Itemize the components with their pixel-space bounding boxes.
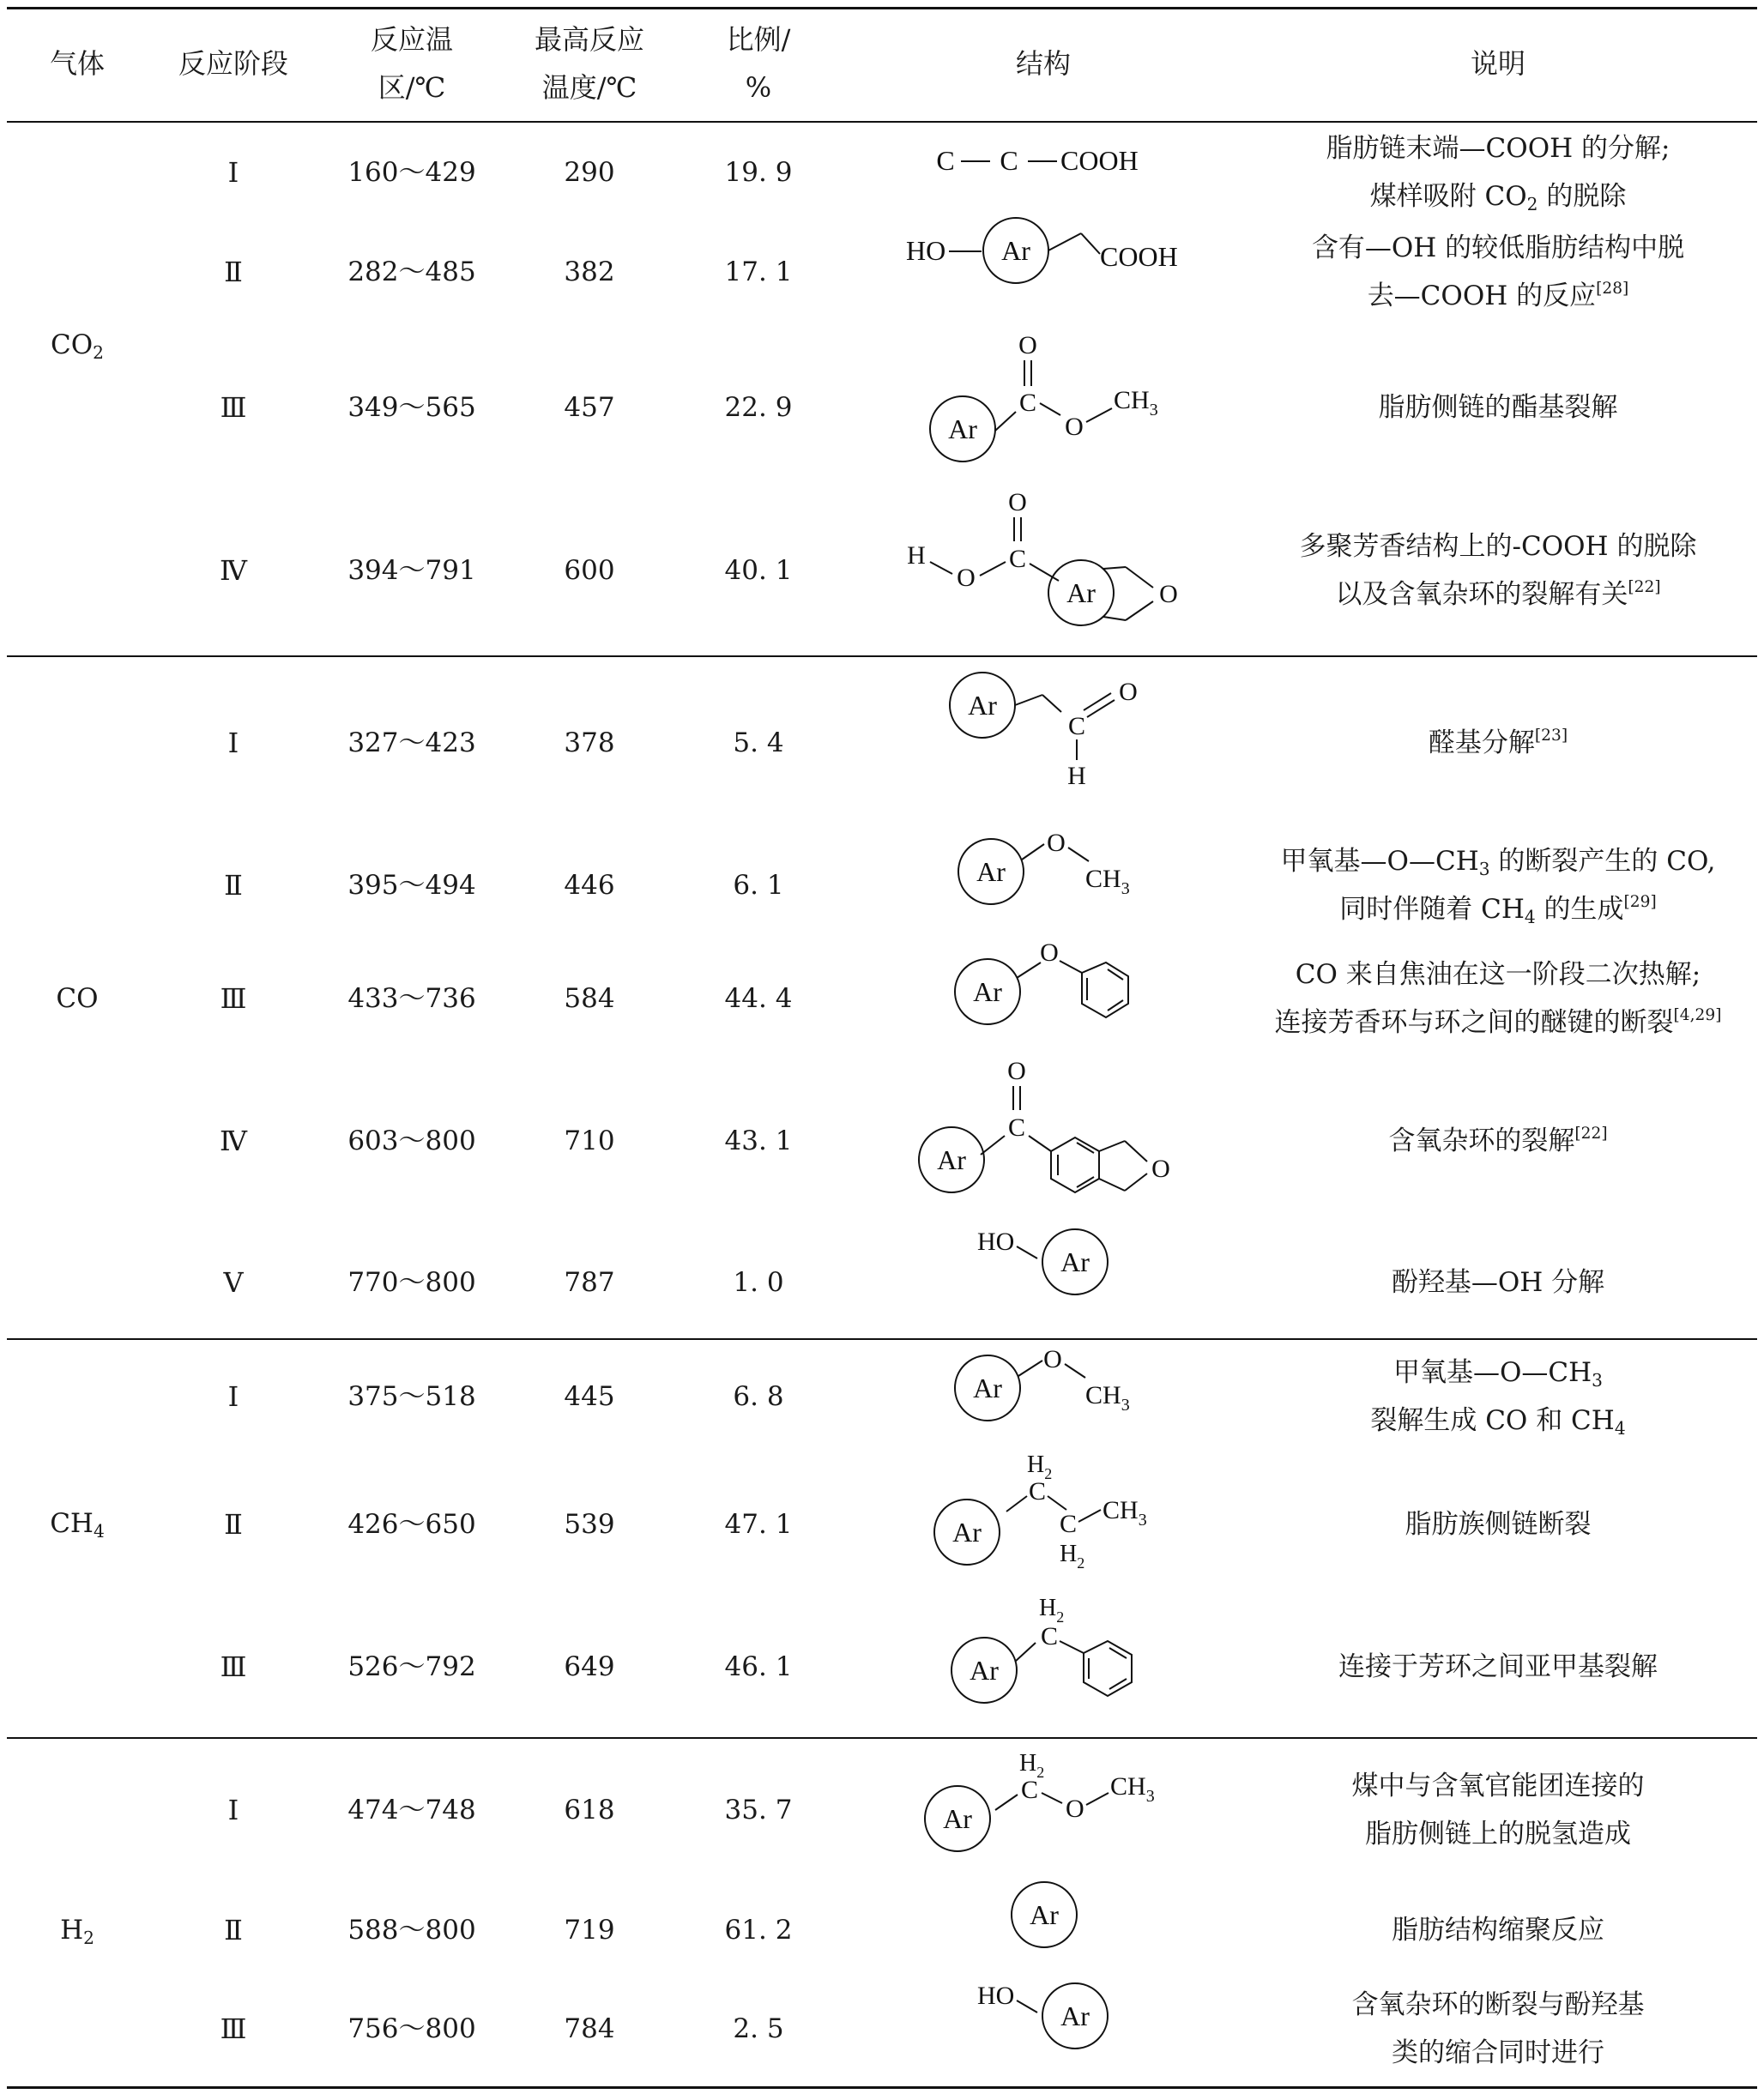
struct-label: H: [1067, 762, 1086, 789]
header-peak-temp: [535, 15, 644, 112]
structure-co2-1: [927, 137, 1184, 189]
ratio-cell: 46. 1: [724, 1651, 793, 1682]
struct-label: O: [1066, 1795, 1084, 1823]
temp-range-cell: 395～494: [347, 870, 476, 901]
description-line: [1281, 885, 1716, 933]
header-ratio: [727, 15, 791, 112]
description-cell: [1379, 383, 1618, 431]
description-text: 同时伴随着 CH: [1339, 894, 1525, 925]
header-structure: 结构: [1015, 47, 1072, 80]
description-line: [1338, 1643, 1658, 1691]
description-cell: [1312, 224, 1684, 320]
ratio-cell: 17. 1: [724, 256, 793, 287]
struct-label: O: [1159, 580, 1178, 608]
structure-co2-2: [901, 214, 1193, 292]
description-line: [1275, 999, 1722, 1047]
description-subscript: 3: [1592, 1370, 1603, 1391]
peak-temp-cell: 719: [564, 1915, 615, 1946]
description-text: 的断裂产生的 CO,: [1489, 846, 1716, 877]
description-text: 的脱除: [1537, 181, 1627, 212]
struct-subscript: 2: [1044, 1465, 1053, 1482]
description-text: 的生成: [1535, 894, 1624, 925]
description-text: 脂肪侧链的酯基裂解: [1378, 392, 1618, 423]
struct-label: COOH: [1100, 241, 1178, 272]
description-text: 脂肪侧链上的脱氢造成: [1365, 1819, 1631, 1850]
structure-co-2: [948, 824, 1171, 909]
struct-label: HO: [977, 1228, 1015, 1256]
header-temp-range-line2: 区/℃: [378, 71, 446, 104]
description-line: [1388, 1117, 1607, 1165]
description-text: 煤中与含氧官能团连接的: [1351, 1771, 1645, 1801]
description-text: 含氧杂环的断裂与酚羟基: [1351, 1989, 1645, 2020]
description-line: [1392, 1258, 1604, 1306]
description-text: 醛基分解: [1428, 727, 1535, 758]
description-cell: [1392, 1258, 1604, 1306]
gas-label-co: CO: [56, 983, 99, 1014]
struct-label: H: [1019, 1750, 1037, 1777]
struct-label: Ar: [1060, 2000, 1090, 2031]
description-line: [1312, 224, 1684, 272]
ratio-cell: 47. 1: [724, 1509, 793, 1540]
header-peak-temp-line2: 温度/℃: [541, 71, 637, 104]
stage-cell: Ⅰ: [227, 727, 239, 759]
temp-range-cell: 160～429: [347, 157, 476, 188]
struct-label: H: [1039, 1595, 1057, 1621]
ratio-cell: 22. 9: [724, 392, 793, 423]
header-stage: 反应阶段: [178, 47, 289, 80]
struct-label: C: [1067, 712, 1086, 740]
peak-temp-cell: 457: [564, 392, 615, 423]
group-rule: [7, 655, 1757, 657]
description-text: 甲氧基—O—CH: [1393, 1357, 1592, 1388]
stage-cell: Ⅱ: [224, 1914, 243, 1946]
svg-text:CH3: [1114, 386, 1158, 419]
struct-label: Ar: [973, 976, 1002, 1007]
stage-cell: Ⅲ: [220, 982, 247, 1015]
description-line: [1326, 124, 1670, 172]
header-ratio-line2: %: [745, 71, 772, 104]
structure-co-5: [974, 1222, 1145, 1300]
description-subscript: 2: [1526, 194, 1538, 215]
citation-mark: [29]: [1623, 892, 1657, 911]
description-cell: [1429, 719, 1568, 767]
struct-label: C: [1021, 1776, 1039, 1804]
description-text: 连接芳香环与环之间的醚键的断裂: [1274, 1007, 1674, 1038]
description-text: CO 来自焦油在这一阶段二次热解;: [1295, 959, 1701, 990]
struct-label: C: [1029, 1477, 1047, 1506]
struct-label: O: [1065, 413, 1084, 441]
description-subscript: 3: [1478, 859, 1490, 880]
peak-temp-cell: 787: [564, 1267, 615, 1298]
peak-temp-cell: 600: [564, 555, 615, 586]
ratio-cell: 43. 1: [724, 1125, 793, 1156]
description-text: 甲氧基—O—CH: [1280, 846, 1479, 877]
citation-mark: [22]: [1574, 1124, 1608, 1143]
peak-temp-cell: 618: [564, 1795, 615, 1825]
description-text: 去—COOH 的反应: [1367, 281, 1597, 311]
struct-label: Ar: [948, 413, 977, 444]
description-line: [1326, 172, 1670, 220]
struct-label: Ar: [952, 1517, 982, 1548]
struct-label: Ar: [1030, 1899, 1059, 1930]
description-line: [1275, 950, 1722, 999]
gas-label-h2: $H_2$: [60, 1915, 94, 1949]
struct-label: CH: [1102, 1496, 1139, 1524]
struct-label: Ar: [943, 1803, 972, 1834]
struct-subscript: 3: [1149, 401, 1158, 419]
struct-label: Ar: [970, 1655, 999, 1686]
description-subscript: 4: [1524, 907, 1536, 928]
svg-text:H2: [1060, 1541, 1084, 1572]
struct-label: COOH: [1060, 145, 1139, 176]
citation-mark: [4,29]: [1673, 1005, 1722, 1024]
svg-text:CH3: [1085, 1381, 1130, 1415]
stage-cell: Ⅰ: [227, 1380, 239, 1413]
gas-label-ch4: $CH_4$: [50, 1508, 105, 1542]
structure-ch4-2: [931, 1451, 1188, 1580]
citation-mark: [22]: [1628, 577, 1661, 596]
temp-range-cell: 349～565: [347, 392, 476, 423]
description-cell: [1392, 1906, 1604, 1954]
description-text: 脂肪结构缩聚反应: [1392, 1915, 1604, 1946]
temp-range-cell: 588～800: [347, 1915, 476, 1946]
ratio-cell: 2. 5: [733, 2013, 784, 2044]
temp-range-cell: 770～800: [347, 1267, 476, 1298]
struct-subscript: 3: [1121, 1396, 1130, 1415]
peak-temp-cell: 382: [564, 256, 615, 287]
struct-subscript: 2: [1036, 1764, 1045, 1781]
description-text: 多聚芳香结构上的-COOH 的脱除: [1299, 531, 1697, 562]
struct-label: H: [1027, 1451, 1045, 1478]
struct-label: Ar: [973, 1373, 1002, 1403]
group-rule: [7, 1737, 1757, 1739]
peak-temp-cell: 445: [564, 1381, 615, 1412]
struct-label: H: [1060, 1541, 1078, 1567]
stage-cell: Ⅲ: [220, 1650, 247, 1683]
citation-mark: [28]: [1596, 279, 1629, 298]
description-text: 脂肪族侧链断裂: [1405, 1509, 1592, 1540]
struct-label: O: [1008, 488, 1027, 516]
struct-label: C: [1007, 1113, 1026, 1142]
temp-range-cell: 394～791: [347, 555, 476, 586]
structure-co-4: [914, 1053, 1188, 1199]
description-line: [1352, 2029, 1645, 2077]
description-cell: [1326, 124, 1670, 220]
ratio-cell: 6. 1: [733, 870, 784, 901]
description-text: 酚羟基—OH 分解: [1391, 1267, 1605, 1298]
struct-label: C: [1060, 1510, 1078, 1538]
description-line: [1370, 1349, 1625, 1397]
header-rule: [7, 121, 1757, 123]
description-line: [1379, 383, 1618, 431]
header-temp-range-line1: 反应温: [370, 23, 454, 56]
structure-co-1: [939, 669, 1163, 789]
peak-temp-cell: 290: [564, 157, 615, 188]
struct-label: Ar: [1060, 1246, 1090, 1277]
description-line: [1352, 1810, 1645, 1858]
struct-label: O: [1007, 1057, 1026, 1085]
ratio-cell: 61. 2: [724, 1915, 793, 1946]
temp-range-cell: 282～485: [347, 256, 476, 287]
struct-label: Ar: [976, 856, 1006, 887]
struct-label: HO: [906, 235, 946, 266]
description-cell: [1352, 1762, 1645, 1858]
description-line: [1392, 1906, 1604, 1954]
peak-temp-cell: 649: [564, 1651, 615, 1682]
description-line: [1312, 272, 1684, 320]
struct-label: O: [1119, 678, 1138, 706]
temp-range-cell: 474～748: [347, 1795, 476, 1825]
struct-label: H: [907, 541, 926, 570]
struct-label: O: [1018, 331, 1037, 359]
struct-label: Ar: [937, 1144, 966, 1175]
description-line: [1300, 522, 1697, 570]
description-cell: [1281, 837, 1716, 933]
struct-label: CH: [1085, 865, 1121, 893]
peak-temp-cell: 378: [564, 727, 615, 758]
stage-cell: Ⅳ: [220, 554, 247, 587]
structure-co2-4: [901, 485, 1193, 626]
ratio-cell: 5. 4: [733, 727, 784, 758]
description-text: 煤样吸附 CO: [1369, 181, 1527, 212]
description-line: [1429, 719, 1568, 767]
ratio-cell: 35. 7: [724, 1795, 793, 1825]
stage-cell: Ⅱ: [224, 869, 243, 902]
struct-label: CH: [1085, 1381, 1121, 1409]
struct-subscript: 3: [1121, 879, 1130, 898]
struct-label: C: [1008, 545, 1027, 573]
ratio-cell: 1. 0: [733, 1267, 784, 1298]
struct-label: Ar: [1001, 235, 1030, 266]
peak-temp-cell: 584: [564, 983, 615, 1014]
description-text: 以及含氧杂环的裂解有关: [1335, 579, 1628, 610]
description-line: [1352, 1762, 1645, 1810]
temp-range-cell: 603～800: [347, 1125, 476, 1156]
structure-ch4-1: [948, 1340, 1171, 1426]
temp-range-cell: 426～650: [347, 1509, 476, 1540]
citation-mark: [23]: [1534, 726, 1568, 745]
peak-temp-cell: 446: [564, 870, 615, 901]
temp-range-cell: 526～792: [347, 1651, 476, 1682]
description-line: [1370, 1397, 1625, 1445]
description-cell: [1388, 1117, 1607, 1165]
description-line: [1352, 1981, 1645, 2029]
peak-temp-cell: 710: [564, 1125, 615, 1156]
description-text: 含有—OH 的较低脂肪结构中脱: [1311, 232, 1685, 263]
structure-h2-2: [1008, 1879, 1085, 1956]
struct-label: Ar: [968, 690, 997, 721]
stage-cell: Ⅰ: [227, 156, 239, 189]
description-cell: [1352, 1981, 1645, 2077]
svg-text:CH3: [1102, 1496, 1147, 1530]
gas-label-co2: $CO_2$: [51, 329, 104, 364]
structure-h2-3: [974, 1975, 1145, 2061]
description-cell: [1405, 1500, 1592, 1548]
description-line: [1300, 570, 1697, 619]
description-cell: [1275, 950, 1722, 1047]
header-peak-temp-line1: 最高反应: [534, 23, 645, 56]
peak-temp-cell: 539: [564, 1509, 615, 1540]
description-line: [1405, 1500, 1592, 1548]
description-line: [1281, 837, 1716, 885]
struct-subscript: 3: [1145, 1787, 1155, 1806]
struct-subscript: 2: [1077, 1554, 1085, 1572]
peak-temp-cell: 784: [564, 2013, 615, 2044]
struct-label: O: [1040, 938, 1059, 967]
stage-cell: Ⅲ: [220, 391, 247, 424]
description-cell: [1300, 522, 1697, 619]
header-ratio-line1: 比例/: [726, 23, 791, 56]
stage-cell: Ⅱ: [224, 1508, 243, 1541]
stage-cell: Ⅳ: [220, 1125, 247, 1157]
svg-text:CH3: [1110, 1772, 1155, 1806]
description-text: 连接于芳环之间亚甲基裂解: [1338, 1651, 1658, 1682]
struct-label: C: [1018, 389, 1037, 417]
description-text: 类的缩合同时进行: [1392, 2037, 1604, 2068]
ratio-cell: 6. 8: [733, 1381, 784, 1412]
stage-cell: Ⅰ: [227, 1794, 239, 1826]
description-cell: [1338, 1643, 1658, 1691]
stage-cell: Ⅴ: [223, 1266, 244, 1299]
struct-label: O: [1151, 1155, 1170, 1183]
svg-text:H2: [1039, 1595, 1064, 1626]
struct-subscript: 2: [1056, 1608, 1065, 1626]
temp-range-cell: 433～736: [347, 983, 476, 1014]
description-text: 脂肪链末端—COOH 的分解;: [1326, 133, 1670, 164]
description-cell: [1370, 1349, 1625, 1445]
ratio-cell: 40. 1: [724, 555, 793, 586]
structure-h2-1: [918, 1750, 1193, 1853]
struct-label: O: [957, 564, 976, 592]
ratio-cell: 19. 9: [724, 157, 793, 188]
struct-label: C: [1041, 1622, 1059, 1650]
description-subscript: 4: [1614, 1418, 1626, 1439]
struct-label: C: [936, 145, 955, 176]
struct-subscript: 3: [1138, 1511, 1147, 1530]
temp-range-cell: 375～518: [347, 1381, 476, 1412]
stage-cell: Ⅱ: [224, 256, 243, 288]
header-temp-range: [371, 15, 453, 112]
svg-text:CH3: [1085, 865, 1130, 898]
struct-label: Ar: [1066, 577, 1096, 608]
struct-label: O: [1047, 829, 1066, 857]
temp-range-cell: 756～800: [347, 2013, 476, 2044]
ratio-cell: 44. 4: [724, 983, 793, 1014]
structure-ch4-3: [948, 1591, 1154, 1711]
struct-label: CH: [1114, 386, 1150, 414]
bottom-rule: [7, 2086, 1757, 2089]
top-rule: [7, 7, 1757, 9]
description-text: 裂解生成 CO 和 CH: [1370, 1405, 1615, 1436]
structure-co2-3: [918, 326, 1175, 480]
struct-label: HO: [977, 1982, 1015, 2010]
group-rule: [7, 1338, 1757, 1340]
header-note: 说明: [1470, 47, 1526, 80]
structure-co-3: [948, 935, 1154, 1029]
header-gas: 气体: [49, 47, 106, 80]
struct-label: CH: [1110, 1772, 1146, 1801]
struct-label: C: [1000, 145, 1018, 176]
description-text: 含氧杂环的裂解: [1388, 1125, 1575, 1156]
struct-label: O: [1043, 1345, 1062, 1373]
temp-range-cell: 327～423: [347, 727, 476, 758]
stage-cell: Ⅲ: [220, 2012, 247, 2045]
